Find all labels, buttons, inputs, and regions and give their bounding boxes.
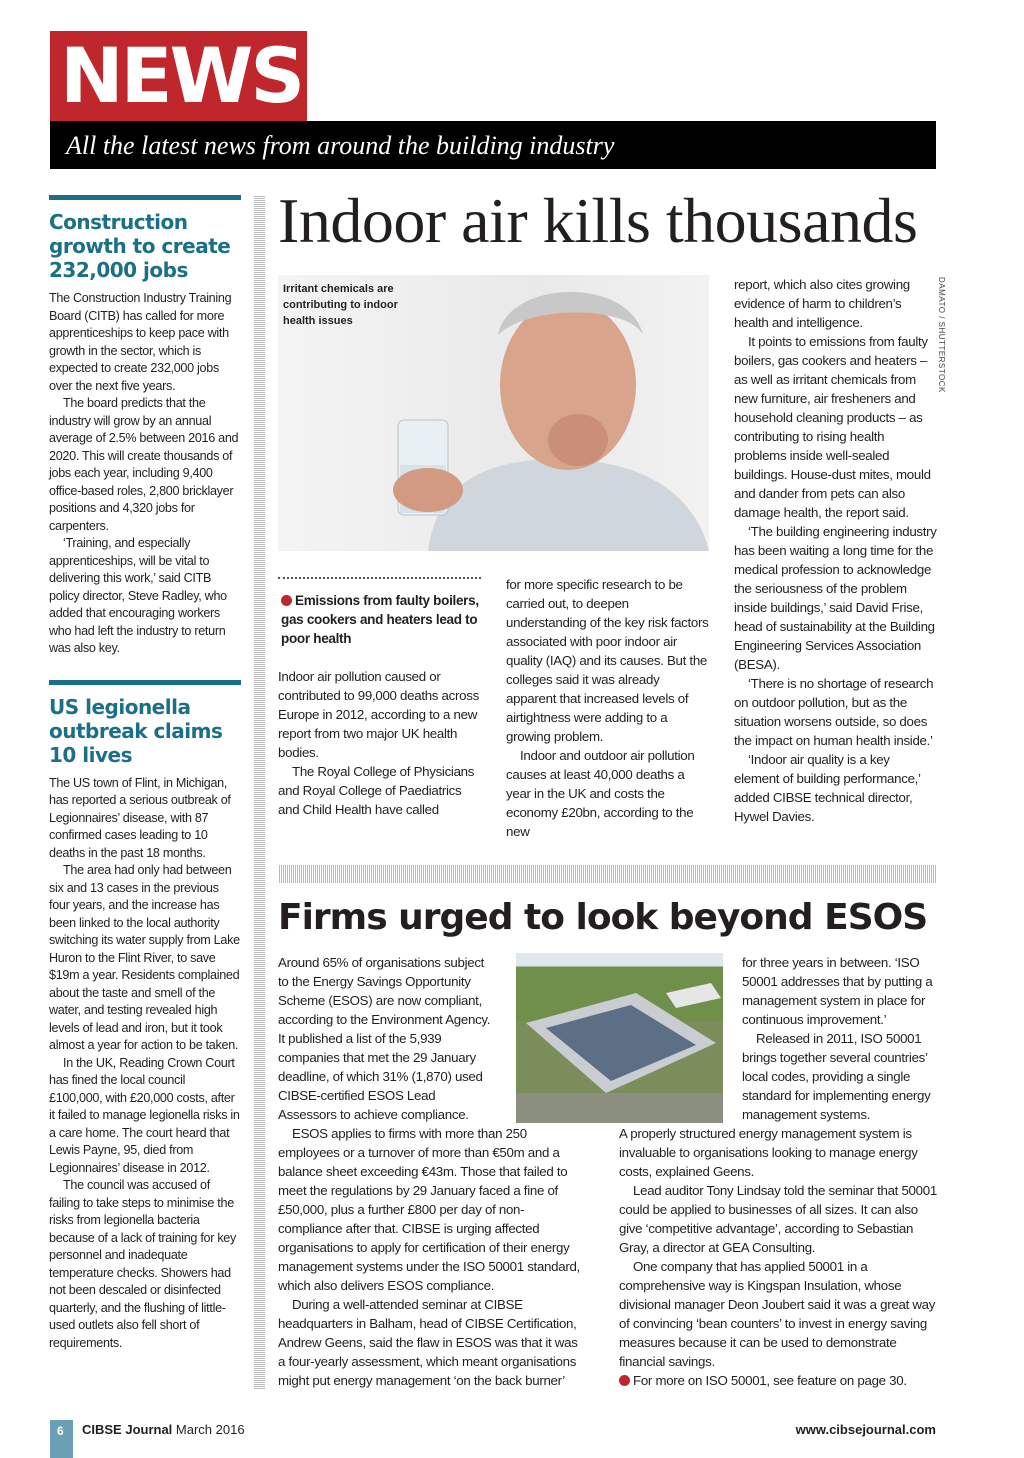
bullet-icon [281, 595, 292, 606]
page-number: 6 [50, 1420, 73, 1458]
paragraph: ‘Indoor air quality is a key element of building performance,’ added CIBSE technical director, Hywel Davies. [734, 752, 921, 824]
paragraph: In the UK, Reading Crown Court has fined the local council £100,000, with £20,000 costs, after it failed to manage legionella risks in a care home. The court heard that Lewis Payne, 95, died from Legionnaires’ disease in 2012. [49, 1055, 240, 1175]
paragraph: During a well-attended seminar at CIBSE headquarters in Balham, head of CIBSE Certification, Andrew Geens, said the flaw in ESOS was that it was a four-yearly assessment, which meant organisations might put energy management ‘on the back burner’ [278, 1297, 578, 1388]
journal-name: CIBSE Journal [82, 1422, 173, 1437]
paragraph: One company that has applied 50001 in a comprehensive way is Kingspan Insulation, whose divisional manager Deon Joubert said it was a great way of convincing ‘bean counters’ to invest in energy saving measures because it can be used to demonstrate financial savings. [619, 1259, 936, 1369]
paragraph: for three years in between. ‘ISO 50001 addresses that by putting a management system in place for continuous improvement.’ [742, 955, 933, 1027]
paragraph: The US town of Flint, in Michigan, has reported a serious outbreak of Legionnaires’ disease, with 87 confirmed cases leading to 10 deaths in the past 18 months. [49, 775, 231, 860]
esos-column-1 [278, 953, 493, 1124]
main-articles [278, 185, 946, 1390]
divider [278, 865, 937, 883]
paragraph: Indoor air pollution caused or contributed to 99,000 deaths across Europe in 2012, according to a new report from two major UK health bodies. [278, 669, 479, 760]
footer-url[interactable]: www.cibsejournal.com [795, 1422, 936, 1437]
paragraph: ‘There is no shortage of research on outdoor pollution, but as the situation worsens outside, so does the impact on human health inside.’ [734, 676, 934, 748]
divider [49, 680, 241, 685]
paragraph: ‘The building engineering industry has been waiting a long time for the medical profession to acknowledge the seriousness of the problem inside buildings,’ said David Frise, head of sustainability at the Building Engineering Services Association (BESA). [734, 524, 937, 672]
esos-lower-right [619, 1124, 937, 1390]
issue-date: March 2016 [175, 1422, 245, 1437]
footer [50, 1420, 936, 1458]
photo-area [278, 275, 709, 551]
lead-headline: Indoor air kills thousands [278, 185, 918, 256]
paragraph: Released in 2011, ISO 50001 brings together several countries’ local codes, providing a single standard for implementing energy management systems. [742, 1031, 931, 1122]
pullquote-text: Emissions from faulty boilers, gas cookers and heaters lead to poor health [281, 593, 479, 646]
esos-article-bottom [278, 1124, 937, 1390]
page-content [49, 185, 946, 1390]
photo-credit: DAMATO / SHUTTERSTOCK [937, 277, 946, 393]
paragraph: The Royal College of Physicians and Royal College of Paediatrics and Child Health have called [278, 764, 475, 817]
bullet-icon [619, 1375, 630, 1386]
sidebar-article-construction [49, 195, 241, 658]
article-headline: US legionella outbreak claims 10 lives [49, 694, 223, 767]
esos-headline: Firms urged to look beyond ESOS [278, 897, 928, 938]
lead-article [278, 275, 946, 841]
paragraph: for more specific research to be carried out, to deepen understanding of the key risk factors associated with poor indoor air quality (IAQ) and its causes. But the colleges said it was already apparent that increased levels of airtightness were adding to a growing problem. [506, 577, 709, 744]
paragraph: The area had only had between six and 13 cases in the previous four years, and the increase has been linked to the local authority switching its water supply from Lake Huron to the Flint River, to save $19m a year. Residents complained about the taste and smell of the water, and testing revealed high levels of lead and iron, but it took almost a year for action to be taken. [49, 863, 240, 1052]
divider [278, 577, 481, 579]
esos-column-3 [742, 953, 937, 1124]
lead-column-3 [734, 275, 946, 841]
paragraph: The Construction Industry Training Board (CITB) has called for more apprenticeships to keep pace with growth in the sector, which is expected to create 232,000 jobs over the next five years. [49, 291, 232, 393]
lead-column-1 [278, 551, 481, 841]
paragraph: It points to emissions from faulty boilers, gas cookers and heaters – as well as irritant chemicals from new furniture, air fresheners and household cleaning products – as contributing to rising health problems inside well-sealed buildings. House-dust mites, mould and dander from pets can also damage health, the report said. [734, 334, 931, 520]
paragraph: ‘Training, and especially apprenticeships, will be vital to delivering this work,’ said CITB policy director, Steve Radley, who added that encouraging workers who had left the industry to return was also key. [49, 536, 227, 655]
sidebar [49, 195, 241, 1352]
footnote [619, 1371, 937, 1390]
column-divider [254, 195, 265, 1390]
footnote-text: For more on ISO 50001, see feature on page 30. [633, 1373, 907, 1388]
sidebar-article-legionella [49, 680, 241, 1353]
paragraph: report, which also cites growing evidence of harm to children’s health and intelligence. [734, 277, 910, 330]
paragraph: ESOS applies to firms with more than 250 employees or a turnover of more than €50m and a balance sheet exceeding €43m. Those that failed to meet the regulations by 29 January faced a fine of £50,000, plus a further £800 per day of non-compliance after that. CIBSE is urging affected organisations to apply for certification of their energy management systems under the ISO 50001 standard, which also delivers ESOS compliance. [278, 1126, 580, 1293]
divider [49, 195, 241, 200]
footer-publication [82, 1422, 245, 1437]
lead-column-2 [506, 551, 709, 841]
paragraph: The council was accused of failing to take steps to minimise the risks from legionella bacteria because of a lack of training for key personnel and inadequate temperature checks. Showers had not been descaled or disinfected quarterly, and the flushing of little-used outlets also fell short of requirements. [49, 1178, 237, 1350]
section-title: NEWS [50, 31, 307, 121]
paragraph: A properly structured energy management system is invaluable to organisations looking to manage energy costs, explained Geens. [619, 1126, 918, 1179]
article-headline: Construction growth to create 232,000 jobs [49, 210, 231, 282]
paragraph: Around 65% of organisations subject to the Energy Savings Opportunity Scheme (ESOS) are now compliant, according to the Environment Agency. It published a list of the 5,939 companies that met the 29 January deadline, of which 31% (1,870) used CIBSE-certified ESOS Lead Assessors to achieve compliance. [278, 955, 491, 1122]
photo-caption: Irritant chemicals are contributing to indoor health issues [283, 283, 398, 327]
pullquote [278, 591, 481, 648]
strapline: All the latest news from around the building industry [50, 121, 936, 169]
esos-lower-left [278, 1124, 583, 1390]
aerial-factory-photo [516, 953, 723, 1123]
paragraph: The board predicts that the industry will grow by an annual average of 2.5% between 2016 and 2020. This will create thousands of jobs each year, including 9,400 office-based roles, 2,800 bricklayer positions and 4,320 jobs for carpenters. [49, 396, 239, 533]
paragraph: Indoor and outdoor air pollution causes at least 40,000 deaths a year in the UK and costs the economy £20bn, according to the new [506, 748, 695, 839]
paragraph: Lead auditor Tony Lindsay told the seminar that 50001 could be applied to businesses of all sizes. It can also give ‘competitive advantage’, according to Sebastian Gray, a director at GEA Consulting. [619, 1183, 937, 1255]
esos-article-top [278, 953, 937, 1124]
